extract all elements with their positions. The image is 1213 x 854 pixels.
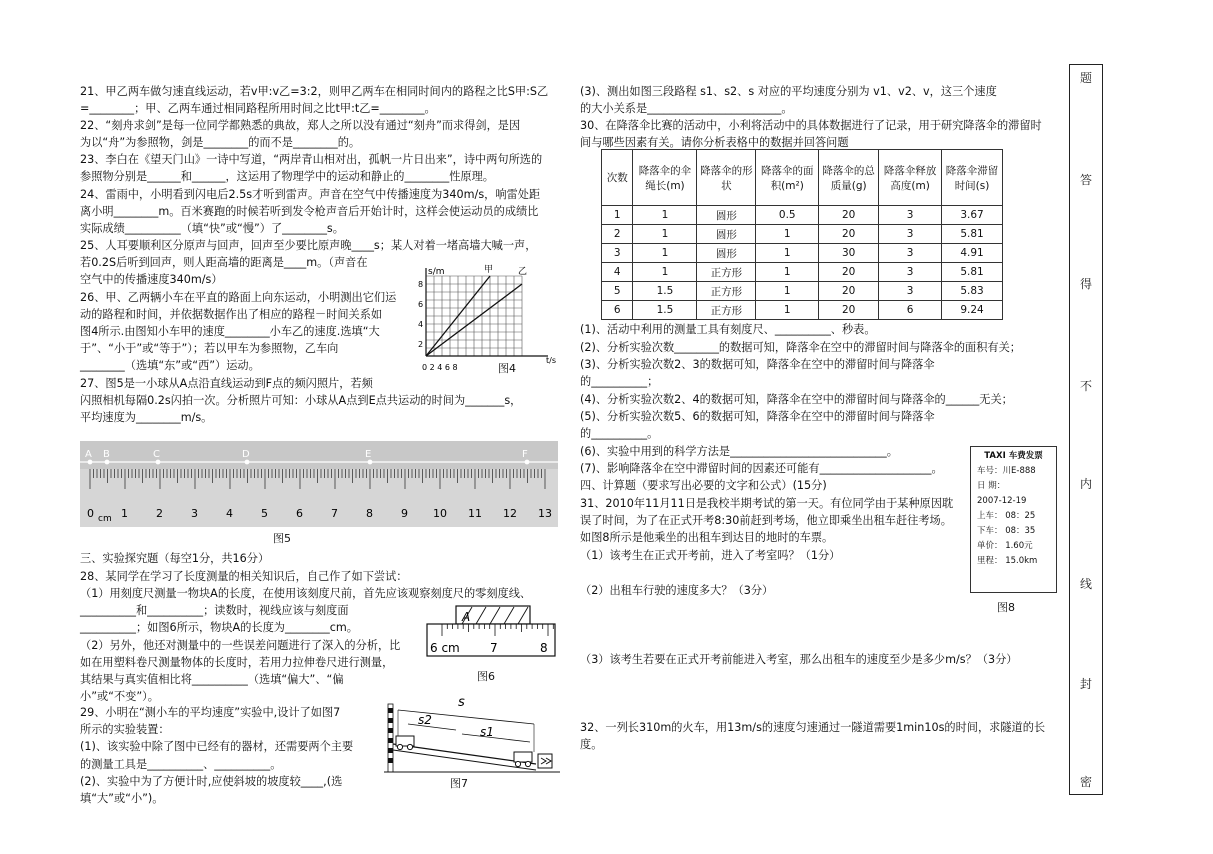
figure-5-ruler-photo — [80, 441, 558, 527]
table-cell: 20 — [819, 206, 879, 225]
fig5-tick-7: 7 — [331, 507, 338, 520]
section-4-heading: 四、计算题（要求写出必要的文字和公式）(15分) — [580, 479, 827, 492]
fig4-ylabel: s/m — [428, 267, 445, 277]
table-row — [602, 263, 1003, 282]
q21-line2: =________；甲、乙两车通过相同路程所用时间之比t甲:t乙=________。 — [80, 102, 436, 115]
q26-line4: 于”、“小于”或“等于”）；若以甲车为参照物，乙车向 — [80, 342, 339, 355]
sidebar-char: 得 — [1079, 277, 1092, 291]
table-cell: 正方形 — [697, 263, 756, 282]
q24-line1: 24、雷雨中，小明看到闪电后2.5s才听到雷声。声音在空气中传播速度为340m/s，响雷处距 — [80, 188, 541, 201]
q27-line1: 27、图5是一小球从A点沿直线运动到F点的频闪照片，若频 — [80, 377, 373, 390]
table-row — [602, 282, 1003, 301]
q22-line1: 22、“刻舟求剑”是每一位同学都熟悉的典故，郑人之所以没有通过“刻舟”而求得剑，是因 — [80, 119, 521, 132]
fig4-ytick-8: 8 — [418, 280, 424, 289]
figure-6-caption: 图6 — [477, 670, 495, 683]
q31-sub2: （2）出租车行驶的速度多大？（3分） — [580, 584, 774, 597]
table-cell: 1 — [633, 263, 697, 282]
table-cell: 3.67 — [942, 206, 1003, 225]
q30-sub5-line1: (5)、分析实验次数5、6的数据可知，降落伞在空中的滞留时间与降落伞 — [580, 410, 935, 423]
table-cell: 9.24 — [942, 301, 1003, 320]
table-cell: 1 — [756, 282, 819, 301]
table-cell: 圆形 — [697, 206, 756, 225]
fig5-point-a: A — [85, 449, 92, 460]
sidebar-char: 线 — [1079, 577, 1092, 591]
fig5-tick-1: 1 — [121, 507, 128, 520]
fig6-block-label: A — [462, 610, 471, 624]
figure-7-caption: 图7 — [450, 777, 468, 790]
table-cell: 6 — [602, 301, 633, 320]
figure-4-graph — [408, 262, 558, 374]
fig5-tick-10: 10 — [433, 507, 447, 520]
q32-line1: 32、一列长310m的火车，用13m/s的速度匀速通过一隧道需要1min10s的时间，求隧道的长 — [580, 721, 1046, 734]
col-header-height: 降落伞释放高度(m) — [879, 150, 942, 206]
q27-line2: 闪照相机每隔0.2s闪拍一次。分析照片可知：小球从A点到E点共运动的时间为_______s， — [80, 394, 522, 407]
q30-sub5-line2: 的__________。 — [580, 427, 659, 440]
taxi-boarding-time: 上车： 08：25 — [977, 511, 1036, 521]
table-row — [602, 225, 1003, 244]
q30-sub1: (1)、活动中利用的测量工具有刻度尺、__________、秒表。 — [580, 323, 876, 336]
taxi-title: TAXI 车费发票 — [984, 451, 1043, 461]
table-cell: 1 — [756, 225, 819, 244]
taxi-distance: 里程： 15.0km — [977, 556, 1038, 566]
q30-line1: 30、在降落伞比赛的活动中，小利将活动中的具体数据进行了记录，用于研究降落伞的滞留时 — [580, 119, 1042, 132]
section-3-heading: 三、实验探究题（每空1分，共16分） — [80, 552, 270, 565]
table-cell: 正方形 — [697, 301, 756, 320]
fig7-s2: s2 — [418, 713, 432, 727]
q29-line6: 填“大”或“小”)。 — [80, 792, 164, 805]
table-cell: 5.83 — [942, 282, 1003, 301]
q23-line1: 23、李白在《望天门山》一诗中写道，“两岸青山相对出，孤帆一片日出来”，诗中两句所选的 — [80, 153, 543, 166]
q26-line2: 动的路程和时间，并依据数据作出了相应的路程－时间关系如 — [80, 308, 383, 321]
table-cell: 20 — [819, 225, 879, 244]
sidebar-char: 题 — [1079, 71, 1092, 85]
q29-part3-line2: 的大小关系是________________________。 — [580, 102, 793, 115]
q30-sub2: (2)、分析实验次数________的数据可知，降落伞在空中的滞留时间与降落伞的面积有关； — [580, 341, 1021, 354]
binding-margin — [1069, 64, 1103, 795]
table-cell: 3 — [879, 206, 942, 225]
table-cell: 3 — [879, 244, 942, 263]
q25-line3: 空气中的传播速度340m/s） — [80, 273, 223, 286]
table-cell: 20 — [819, 263, 879, 282]
table-cell: 3 — [602, 244, 633, 263]
q26-line5: ________（选填“东”或“西”）运动。 — [80, 359, 260, 372]
taxi-alighting-time: 下车： 08：35 — [977, 526, 1036, 536]
q23-line2: 参照物分别是______和______，这运用了物理学中的运动和静止的________性原理。 — [80, 170, 494, 183]
fig5-point-e: E — [365, 449, 372, 460]
table-cell: 3 — [879, 225, 942, 244]
table-row — [602, 206, 1003, 225]
q22-line2: 为以“舟”为参照物，剑是________的而不是________的。 — [80, 136, 361, 149]
q30-sub4: (4)、分析实验次数2、4的数据可知，降落伞在空中的滞留时间与降落伞的______无关； — [580, 393, 1013, 406]
q26-line1: 26、甲、乙两辆小车在平直的路面上向东运动，小明测出它们运 — [80, 291, 397, 304]
fig5-tick-8: 8 — [366, 507, 373, 520]
table-cell: 5 — [602, 282, 633, 301]
figure-6-ruler — [426, 604, 558, 660]
q30-sub7: (7)、影响降落伞在空中滞留时间的因素还可能有____________________。 — [580, 462, 943, 475]
sidebar-char: 不 — [1079, 379, 1092, 393]
sidebar-char: 封 — [1079, 677, 1092, 691]
figure-7-incline — [384, 686, 560, 774]
q31-line1: 31、2010年11月11日是我校半期考试的第一天。有位同学由于某种原因耽 — [580, 497, 954, 510]
q29-line2: 所示的实验装置： — [80, 723, 170, 736]
table-cell: 3 — [879, 282, 942, 301]
table-cell: 20 — [819, 282, 879, 301]
fig5-tick-5: 5 — [261, 507, 268, 520]
q26-line3: 图4所示.由图知小车甲的速度________小车乙的速度.选填“大 — [80, 325, 380, 338]
fig4-tlabel: t/s — [546, 356, 556, 365]
fig6-mid-label: 7 — [490, 641, 498, 655]
figure-5-caption: 图5 — [273, 532, 291, 545]
fig5-tick-11: 11 — [468, 507, 482, 520]
table-cell: 30 — [819, 244, 879, 263]
fig6-right-label: 8 — [540, 641, 548, 655]
fig4-ytick-2: 2 — [418, 340, 424, 349]
q28-line6: 如在用塑料卷尺测量物体的长度时，若用力拉伸卷尺进行测量， — [80, 656, 394, 669]
q24-line2: 离小明________m。百米赛跑的时候若听到发令枪声音后开始计时，这样会使运动员的成绩比 — [80, 205, 539, 218]
q25-line1: 25、人耳要顺利区分原声与回声，回声至少要比原声晚____s；某人对着一堵高墙大喊一声， — [80, 239, 537, 252]
taxi-receipt — [970, 446, 1057, 593]
fig7-s1: s1 — [480, 725, 494, 739]
fig4-ytick-4: 4 — [418, 320, 424, 329]
taxi-unit-price: 单价： 1.60元 — [977, 541, 1033, 551]
fig4-ytick-6: 6 — [418, 300, 424, 309]
q28-line2: （1）用刻度尺测量一物块A的长度，在使用该刻度尺前，首先应该观察刻度尺的零刻度线、 — [80, 587, 532, 600]
col-header-trial: 次数 — [602, 150, 633, 206]
table-cell: 1 — [756, 244, 819, 263]
q30-sub6: (6)、实验中用到的科学方法是____________________________。 — [580, 445, 898, 458]
q28-line5: （2）另外，他还对测量中的一些误差问题进行了深入的分析，比 — [80, 639, 401, 652]
table-cell: 1 — [756, 301, 819, 320]
q27-line3: 平均速度为________m/s。 — [80, 411, 213, 424]
q30-line2: 间与哪些因素有关。请你分析表格中的数据并回答问题 — [580, 136, 849, 149]
fig5-tick-2: 2 — [156, 507, 163, 520]
q28-line8: 小”或“不变”）。 — [80, 690, 159, 703]
q30-sub3-line1: (3)、分析实验次数2、3的数据可知，降落伞在空中的滞留时间与降落伞 — [580, 358, 935, 371]
table-cell: 3 — [879, 263, 942, 282]
table-cell: 1 — [633, 225, 697, 244]
table-cell: 1.5 — [633, 301, 697, 320]
table-cell: 5.81 — [942, 263, 1003, 282]
fig6-left-label: 6 cm — [430, 641, 460, 655]
taxi-date-label: 日 期： — [977, 481, 1006, 491]
table-row — [602, 244, 1003, 263]
table-cell: 2 — [602, 225, 633, 244]
table-row — [602, 301, 1003, 320]
q28-line4: __________；如图6所示，物块A的长度为________cm。 — [80, 621, 358, 634]
col-header-rope: 降落伞的伞绳长(m) — [633, 150, 697, 206]
col-header-time: 降落伞滞留时间(s) — [942, 150, 1003, 206]
col-header-mass: 降落伞的总质量(g) — [819, 150, 879, 206]
q28-line3: __________和__________；读数时，视线应该与刻度面 — [80, 604, 349, 617]
q29-line1: 29、小明在“测小车的平均速度”实验中,设计了如图7 — [80, 706, 341, 719]
sidebar-char: 答 — [1079, 173, 1092, 187]
table-cell: 4 — [602, 263, 633, 282]
q31-sub1: （1）该考生在正式开考前，进入了考室吗？（1分） — [580, 549, 841, 562]
table-cell: 0.5 — [756, 206, 819, 225]
fig5-tick-9: 9 — [401, 507, 408, 520]
q28-line7: 其结果与真实值相比将__________（选填“偏大”、“偏 — [80, 673, 344, 686]
fig5-tick-3: 3 — [191, 507, 198, 520]
fig5-unit: cm — [98, 514, 112, 524]
col-header-shape: 降落伞的形状 — [697, 150, 756, 206]
table-cell: 5.81 — [942, 225, 1003, 244]
q31-line2: 误了时间，为了在正式开考8:30前赶到考场，他立即乘坐出租车赶往考场。 — [580, 514, 952, 527]
table-cell: 1 — [602, 206, 633, 225]
q28-line1: 28、某同学在学习了长度测量的相关知识后，自己作了如下尝试： — [80, 570, 408, 583]
fig7-s: s — [458, 695, 465, 710]
sidebar-char: 密 — [1079, 775, 1092, 789]
table-cell: 1 — [633, 244, 697, 263]
fig5-tick-12: 12 — [503, 507, 517, 520]
parachute-data-table — [601, 149, 1003, 320]
table-cell: 圆形 — [697, 225, 756, 244]
fig5-tick-13: 13 — [538, 507, 552, 520]
fig5-tick-4: 4 — [226, 507, 233, 520]
q25-line2: 若0.2S后听到回声，则人距高墙的距离是____m。（声音在 — [80, 256, 368, 269]
fig4-yi: 乙 — [518, 267, 528, 277]
fig5-point-d: D — [242, 449, 250, 460]
fig5-point-f: F — [522, 449, 528, 460]
q32-line2: 度。 — [580, 738, 603, 751]
table-cell: 正方形 — [697, 282, 756, 301]
table-cell: 1 — [633, 206, 697, 225]
figure-4-caption: 图4 — [498, 362, 516, 375]
fig4-jia: 甲 — [484, 265, 494, 275]
col-header-area: 降落伞的面积(m²) — [756, 150, 819, 206]
q29-line3: (1)、该实验中除了图中已经有的器材，还需要两个主要 — [80, 740, 354, 753]
table-cell: 1.5 — [633, 282, 697, 301]
fig5-tick-0: 0 — [87, 507, 94, 520]
table-cell: 1 — [756, 263, 819, 282]
q31-sub3: （3）该考生若要在正式开考前能进入考室，那么出租车的速度至少是多少m/s？（3分） — [580, 653, 1018, 666]
fig4-xticks: 0 2 4 6 8 — [422, 363, 458, 372]
q30-sub3-line2: 的__________； — [580, 375, 659, 388]
table-cell: 6 — [879, 301, 942, 320]
table-cell: 圆形 — [697, 244, 756, 263]
q24-line3: 实际成绩__________（填“快”或“慢”）了________s。 — [80, 222, 344, 235]
sidebar-char: 内 — [1079, 477, 1092, 491]
taxi-date: 2007-12-19 — [977, 496, 1027, 506]
taxi-plate: 车号：川E-888 — [977, 466, 1036, 476]
q29-part3-line1: (3)、测出如图三段路程 s1、s2、s 对应的平均速度分别为 v1、v2、v，这三个速度 — [580, 85, 997, 98]
q31-line3: 如图8所示是他乘坐的出租车到达目的地时的车票。 — [580, 531, 834, 544]
q29-line5: (2)、实验中为了方便计时,应使斜坡的坡度较____,(选 — [80, 775, 343, 788]
table-cell: 20 — [819, 301, 879, 320]
q29-line4: 的测量工具是__________、__________。 — [80, 758, 282, 771]
q21-line1: 21、甲乙两车做匀速直线运动，若v甲:v乙=3:2，则甲乙两车在相同时间内的路程之比S甲:S乙 — [80, 85, 549, 98]
table-cell: 4.91 — [942, 244, 1003, 263]
fig5-point-b: B — [103, 449, 110, 460]
fig5-tick-6: 6 — [296, 507, 303, 520]
figure-8-caption: 图8 — [997, 601, 1015, 614]
fig5-point-c: C — [153, 449, 160, 460]
